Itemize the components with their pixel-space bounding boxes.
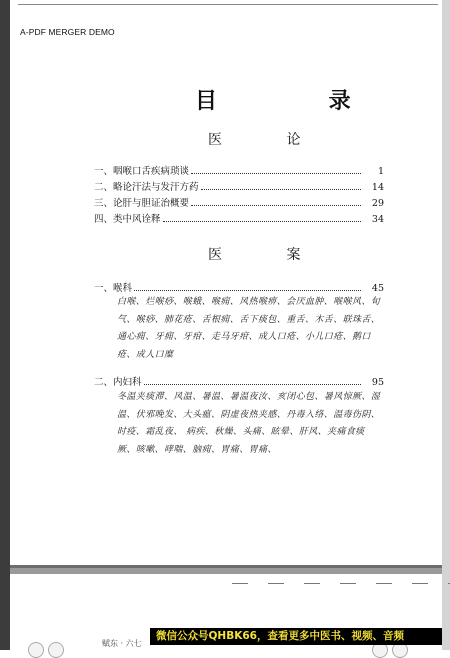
- toc-label: 一、咽喉口舌疾病琐谈: [94, 166, 190, 177]
- dot-leader: [134, 290, 361, 291]
- dot-leader: [144, 384, 361, 385]
- top-divider: [18, 4, 438, 5]
- toc-row[interactable]: [94, 212, 384, 225]
- toc-subitems: 白喉、烂喉痧、喉蛾、喉痈、风热喉痹、会厌血肿、喉喉风、旬气、喉痧、肺花疮、舌根痈、舌下痰包、重舌、木舌、联珠舌、通心痈、牙痈、牙疳、走马牙疳、成人口疮、小儿口疮、鹅口疮、成人口糜: [117, 297, 381, 360]
- toc-row[interactable]: [94, 281, 384, 294]
- toc-page-number: 95: [371, 377, 384, 388]
- wechat-watermark-banner: 微信公众号QHBK66，查看更多中医书、视频、音频: [150, 628, 442, 645]
- toc-page-number: 29: [371, 198, 384, 209]
- dot-leader: [163, 221, 361, 222]
- dot-leader: [201, 189, 361, 190]
- page-title: 目 录: [195, 88, 403, 114]
- toc-row[interactable]: [94, 196, 384, 209]
- dot-leader: [191, 205, 361, 206]
- toc-page-number: 14: [371, 182, 384, 193]
- toc-page-number: 34: [371, 214, 384, 225]
- dot-leader: [191, 173, 361, 174]
- toc-label: 一、喉科: [94, 283, 133, 294]
- toc-page-number: 1: [377, 166, 384, 177]
- toc-page-number: 45: [371, 283, 384, 294]
- toc-row[interactable]: [94, 164, 384, 177]
- toc-label: 二、内妇科: [94, 377, 142, 388]
- right-scroll-rail[interactable]: [442, 0, 450, 650]
- toc-row[interactable]: [94, 375, 384, 388]
- toc-label: 四、类中风诠释: [94, 214, 161, 225]
- left-scroll-rail: [0, 0, 10, 650]
- toc-subitems: 冬温夹痰滞、风温、暑温、暑温夜汝、亥闭心包、暑风惊厥、湿温、伏邪晚发、大头瘟、阴虚夜热夹感、丹毒入络、温毒伤阴、时疫、霜乱夜、 病疾、秋燥、头痛、眩晕、肝风、夹痛食痰厥、咳嗽、哮喘、脑痈、胃痛、胃痛、: [117, 392, 381, 455]
- toc-row[interactable]: [94, 180, 384, 193]
- toc-label: 三、论肝与胆证治概要: [94, 198, 190, 209]
- section-heading-yilun: 医 论: [208, 132, 331, 148]
- footer-dash-rule: [232, 583, 450, 584]
- toc-label: 二、略论汗法与发汗方药: [94, 182, 199, 193]
- partial-page-text: 赋东 · 六七: [102, 639, 142, 648]
- circle-icon[interactable]: [48, 642, 64, 658]
- demo-watermark-label: A-PDF MERGER DEMO: [20, 27, 115, 37]
- section-heading-yian: 医 案: [208, 247, 331, 263]
- circle-icon[interactable]: [28, 642, 44, 658]
